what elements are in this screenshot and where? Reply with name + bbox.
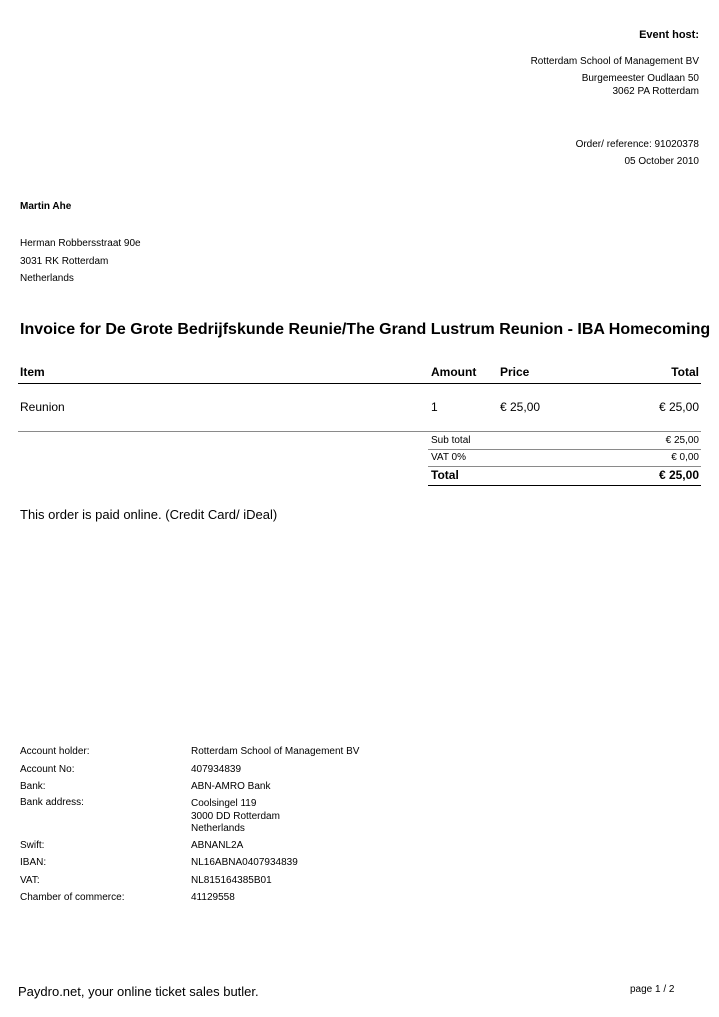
subtotal-divider <box>428 449 701 450</box>
bank-coc: 41129558 <box>191 892 235 903</box>
invoice-date: 05 October 2010 <box>624 156 699 167</box>
bank-address-line3: Netherlands <box>191 823 245 834</box>
event-host-heading: Event host: <box>639 29 699 41</box>
vat-label: VAT 0% <box>431 452 467 463</box>
col-header-total: Total <box>671 365 699 379</box>
page-number: page 1 / 2 <box>630 984 675 995</box>
col-header-price: Price <box>500 365 530 379</box>
bank-swift: ABNANL2A <box>191 840 244 851</box>
row-price: € 25,00 <box>500 400 541 414</box>
vat-divider <box>428 466 701 467</box>
bank-label-address: Bank address: <box>20 797 84 808</box>
table-header-divider <box>18 383 701 384</box>
bank-address-line2: 3000 DD Rotterdam <box>191 811 280 822</box>
bank-label-coc: Chamber of commerce: <box>20 892 125 903</box>
bank-account-no: 407934839 <box>191 764 242 775</box>
total-value: € 25,00 <box>658 468 699 482</box>
row-amount: 1 <box>431 400 438 414</box>
subtotal-label: Sub total <box>431 435 471 446</box>
footer-tagline: Paydro.net, your online ticket sales butler. <box>18 984 259 999</box>
vat-value: € 0,00 <box>671 452 699 463</box>
row-item: Reunion <box>20 400 65 414</box>
invoice-title: Invoice for De Grote Bedrijfskunde Reunie/The Grand Lustrum Reunion - IBA Homecoming <box>20 321 711 338</box>
host-street: Burgemeester Oudlaan 50 <box>581 73 699 84</box>
bank-label-iban: IBAN: <box>20 857 47 868</box>
total-label: Total <box>431 468 459 482</box>
customer-name: Martin Ahe <box>20 201 72 212</box>
order-reference: Order/ reference: 91020378 <box>575 139 699 150</box>
subtotal-value: € 25,00 <box>665 435 699 446</box>
table-body-divider <box>18 431 701 432</box>
bank-label-swift: Swift: <box>20 840 45 851</box>
customer-street: Herman Robbersstraat 90e <box>20 238 141 249</box>
bank-name: ABN-AMRO Bank <box>191 781 271 792</box>
customer-country: Netherlands <box>20 273 74 284</box>
bank-label-account-no: Account No: <box>20 764 75 775</box>
col-header-amount: Amount <box>431 365 477 379</box>
host-city: 3062 PA Rotterdam <box>612 86 699 97</box>
bank-label-bank: Bank: <box>20 781 46 792</box>
bank-iban: NL16ABNA0407934839 <box>191 857 298 868</box>
col-header-item: Item <box>20 365 45 379</box>
bank-label-account-holder: Account holder: <box>20 746 90 757</box>
host-name: Rotterdam School of Management BV <box>530 56 699 67</box>
bank-label-vat: VAT: <box>20 875 40 886</box>
row-total: € 25,00 <box>658 400 699 414</box>
customer-city: 3031 RK Rotterdam <box>20 256 109 267</box>
payment-note: This order is paid online. (Credit Card/ iDeal) <box>20 507 278 522</box>
bank-account-holder: Rotterdam School of Management BV <box>191 746 360 757</box>
bank-address-line1: Coolsingel 119 <box>191 798 257 809</box>
total-divider <box>428 485 701 486</box>
bank-vat: NL815164385B01 <box>191 875 272 886</box>
